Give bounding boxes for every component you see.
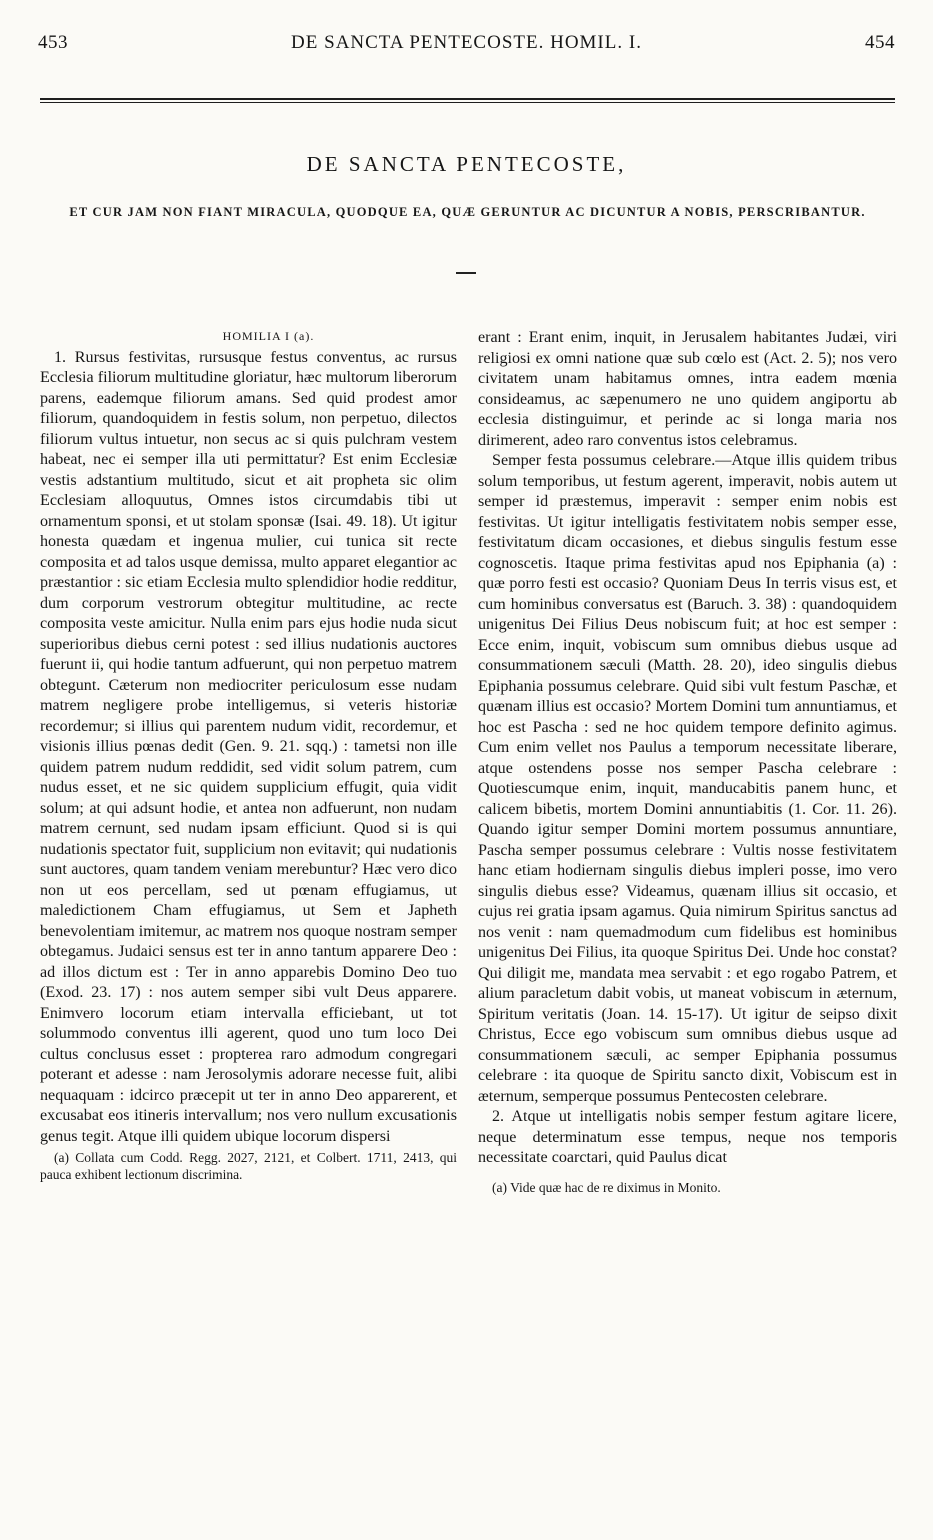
right-column — [478, 328, 897, 1196]
paragraph-semper-festa: Semper festa possumus celebrare.—Atque illis quidem tribus solum temporibus, ut festum agerent, imperavit, nobis autem ut semper id præstemus, imperavit : semper enim nobis est festivitas. Ut igitur intelligatis festivitatem nobis semper esse, festivitatum dicam occasiones, et diebus singulis festum esse cognoscetis. Itaque prima festivitas apud nos Epiphania (a) : quæ porro festi est occasio? Quoniam Deus In terris visus est, et cum hominibus conversatus est (Baruch. 3. 38) : quandoquidem unigenitus Dei Filius Deus nobiscum fuit; at hoc est semper : Ecce enim, inquit, vobiscum sum omnibus diebus usque ad consummationem sæculi (Matth. 28. 20), ideo singulis diebus Epiphania possumus celebrare. Quid sibi vult festum Paschæ, et quænam illius est occasio? Mortem Domini tum annuntiamus, et hoc est Pascha : sed ne hoc quidem tempore definito agimus. Cum enim vellet nos Paulus a temporum necessitate liberare, atque ostendens posse nos semper Pascha celebrare : Quotiescumque enim, inquit, manducabitis panem hunc, et calicem bibetis, mortem Domini annuntiabitis (1. Cor. 11. 26). Quando igitur semper Domini mortem possumus annuntiare, Pascha semper possumus celebrare : Vultis nosse festivitatem hanc etiam hodiernam singulis diebus impleri posse, imo vero singulis diebus esse? Videamus, quænam illius sit occasio, et cujus rei gratia ipsam agamus. Quia nimirum Spiritus sanctus ad nos venit : nam quemadmodum cum fidelibus est hominibus unigenitus Dei Filius, ita quoque Spiritus Dei. Unde hoc constat? Qui diligit me, mandata mea servabit : et ego rogabo Patrem, et alium paracletum dabit vobis, ut maneat vobiscum in æternum, Spiritum veritatis (Joan. 14. 15-17). Ut igitur de seipso dixit Christus, Ecce ego vobiscum sum omnibus diebus usque ad consummationem sæculi, ac semper Epiphania possumus celebrare : ita quoque de Spiritu sancto dixit, Vobiscum est in æternum, semperque possumus Pentecosten celebrare. — [478, 452, 897, 1105]
footnotes-right — [478, 1179, 897, 1196]
title-separator — [456, 272, 476, 274]
homily-title: DE SANCTA PENTECOSTE, — [306, 152, 627, 176]
paragraph-1-continued: erant : Erant enim, inquit, in Jerusalem habitantes Judæi, viri religiosi ex omni natione quæ sub cœlo est (Act. 2. 5); nos vero civitatem unam habitamus omnes, intra eadem mœnia consideamus, ac sæpenumero ne uno quidem angiportu ab ecclesia distinguimur, et perinde ac si longa maria nos dirimerent, adeo raro conventus istos celebramus. — [478, 329, 897, 449]
left-column — [40, 326, 457, 1183]
paragraph-1: 1. Rursus festivitas, rursusque festus conventus, ac rursus Ecclesia filiorum multitudine gloriatur, hæc multorum liberorum parens, eademque filiorum amans. Sed quid prodest amor filiorum, quandoquidem in festis solum, non perpetuo, dilectos filiorum vultus intuetur, non secus ac si quis pulchram vestem habeat, nec ei semper illa uti permittatur? Est enim Ecclesiæ vestis adstantium multitudo, sicut et ait propheta sic olim Ecclesiam alloquutus, Omnes istos circumdabis tibi ut ornamentum sponsi, et ut stolam sponsæ (Isai. 49. 18). Ut igitur honesta quædam et ingenua mulier, cui tunica sit recte composita et ad talos usque demissa, multo apparet elegantior ac præstantior : sic etiam Ecclesia multo splendidior hodie redditur, dum corporum vestrorum obtegitur multitudine, ac recte composita veste amicitur. Nulla enim pars ejus hodie nuda sicut superioribus diebus cerni potest : sed illius nudationis auctores fuerunt ii, qui hodie tantum adfuerunt, qui non perpetuo matrem obtegunt. Cæterum non mediocriter periculosum esse nudam matrem negligere probe intelligemus, si veteris historiæ recordemur; si illius qui parentem nudum vidit, recordemur, et visionis illius pœnas dedit (Gen. 9. 21. sqq.) : tametsi non ille quidem patrem nudum reddidit, sed vidit solum patrem, cum nudus esset, et ne sic quidem supplicium effugit, quia vidit solum; at qui adsunt hodie, et antea non adfuerunt, non nudam matrem cernunt, sed nudam ipsam efficiunt. Quod si is qui nudationis spectator fuit, supplicium non evitavit; qui nudationis sunt auctores, quam tandem veniam merebuntur? Hæc vero dico non ut eos percellam, sed ut pœnam effugiamus, ut maledictionem Cham effugiamus, ut Sem et Japheth benevolentiam imitemur, ac matrem nos quoque nostram semper obtegamus. Judaici sensus est ter in anno tantum apparere Deo : ad illos dictum est : Ter in anno apparebis Domino Deo tuo (Exod. 23. 17) : nos autem semper sibi vult Deus apparere. Enimvero locorum etiam intervalla efficiebant, ut tot solummodo conventus illi agerent, quod uno tum loco Dei cultus conclusus esset : propterea raro admodum congregari poterant et adesse : nam Jerosolymis adorare necesse fuit, alibi nequaquam : idcirco præcepit ut ter in anno Deo apparerent, et excusabat eos itineris intervallum; nos vero nullum excusationis genus tegit. Atque illi quidem ubique locorum dispersi — [40, 348, 457, 1145]
paragraph-2: 2. Atque ut intelligatis nobis semper festum agitare licere, neque determinatum esse tempus, neque nos temporis necessitate coarctari, quid Paulus dicat — [478, 1108, 897, 1166]
header-rule-thin — [40, 102, 895, 103]
page-number-right: 454 — [865, 32, 895, 53]
footnote-a-right: (a) Vide quæ hac de re diximus in Monito. — [492, 1179, 721, 1195]
running-title: DE SANCTA PENTECOSTE. HOMIL. I. — [291, 32, 642, 53]
footnote-a-left: (a) Collata cum Codd. Regg. 2027, 2121, et Colbert. 1711, 2413, qui pauca exhibent lectionum discrimina. — [40, 1150, 457, 1182]
page-number-left: 453 — [38, 32, 68, 53]
homilia-label: HOMILIA I (a). — [222, 329, 315, 343]
footnotes-left — [40, 1149, 457, 1183]
homily-subtitle: ET CUR JAM NON FIANT MIRACULA, QUODQUE EA, QUÆ GERUNTUR AC DICUNTUR A NOBIS, PERSCRIBANTUR. — [69, 205, 866, 219]
header-rule — [40, 98, 895, 100]
running-head — [38, 32, 895, 58]
